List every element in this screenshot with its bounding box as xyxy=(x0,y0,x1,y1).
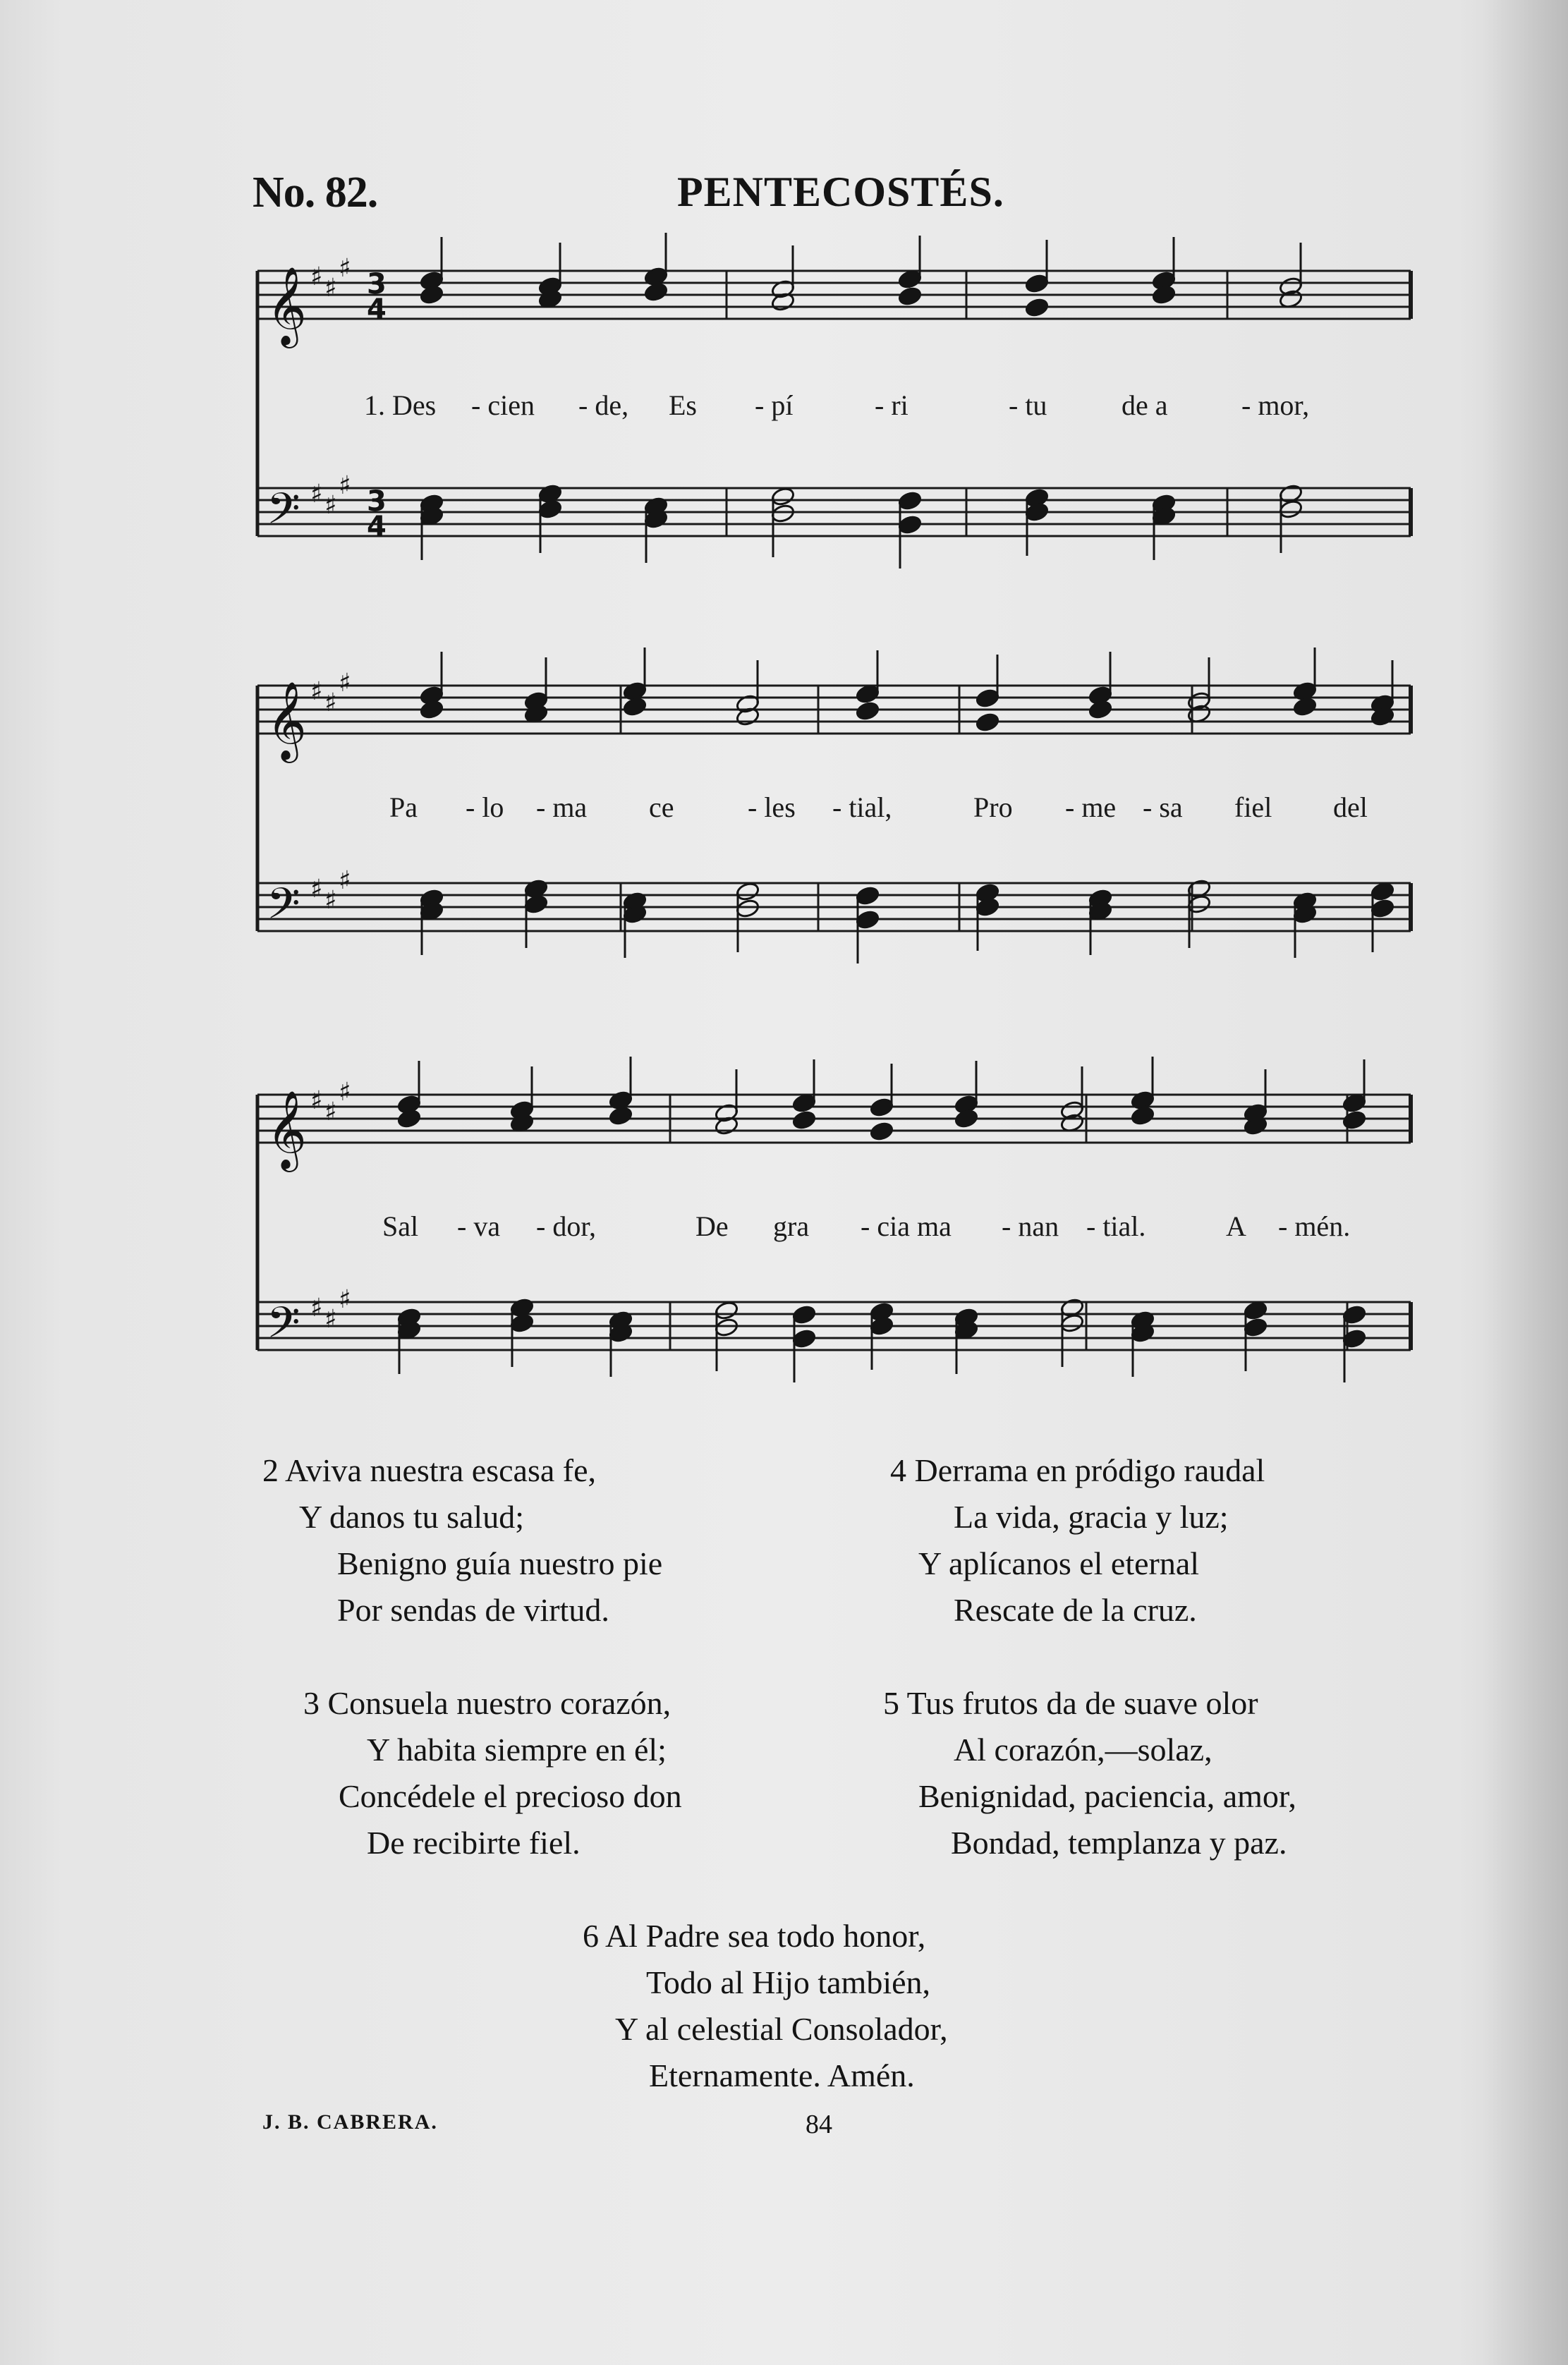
verse-2-line-1: 2 Aviva nuestra escasa fe, xyxy=(262,1452,597,1488)
lyric-syllable: - me xyxy=(1065,791,1117,823)
sharp-icon: ♯ xyxy=(339,254,351,283)
time-signature-top: 3 xyxy=(367,485,387,518)
note-head xyxy=(1186,894,1211,914)
sharp-icon: ♯ xyxy=(310,875,323,904)
note-head xyxy=(643,281,668,302)
note-head xyxy=(1024,297,1049,317)
note-head xyxy=(735,898,760,918)
sharp-icon: ♯ xyxy=(310,677,323,706)
lyric-syllable: - tu xyxy=(1009,389,1047,421)
lyric-syllable: Sal xyxy=(382,1210,419,1242)
lyric-syllable: - nan xyxy=(1002,1210,1059,1242)
lyric-syllable: ma xyxy=(917,1210,952,1242)
sharp-icon: ♯ xyxy=(324,886,337,915)
verse-5-line-2: Al corazón,—solaz, xyxy=(954,1732,1213,1768)
verse-3-line-4: De recibirte fiel. xyxy=(367,1825,581,1861)
note-head xyxy=(855,683,880,704)
verse-3-line-2: Y habita siempre en él; xyxy=(367,1732,667,1768)
sharp-icon: ♯ xyxy=(324,491,337,520)
verse-4-line-4: Rescate de la cruz. xyxy=(954,1592,1197,1628)
sharp-icon: ♯ xyxy=(324,1098,337,1126)
verse-5-line-4: Bondad, templanza y paz. xyxy=(951,1825,1287,1861)
note-head xyxy=(1243,1300,1268,1320)
note-head xyxy=(537,499,562,519)
sharp-icon: ♯ xyxy=(310,480,323,509)
treble-clef-icon: 𝄞 xyxy=(267,1090,307,1169)
note-head xyxy=(1243,1317,1268,1337)
note-head xyxy=(791,1109,816,1130)
note-head xyxy=(1278,499,1303,519)
sharp-icon: ♯ xyxy=(324,1305,337,1334)
sharp-icon: ♯ xyxy=(310,1086,323,1115)
time-signature-bottom: 4 xyxy=(367,293,387,326)
sharp-icon: ♯ xyxy=(339,669,351,698)
sharp-icon: ♯ xyxy=(324,688,337,717)
composer-credit: J. B. CABRERA. xyxy=(262,2110,438,2134)
verse-4-line-2: La vida, gracia y luz; xyxy=(954,1499,1229,1535)
lyric-syllable: - va xyxy=(457,1210,501,1242)
lyric-syllable: del xyxy=(1333,791,1368,823)
verse-5-line-1: 5 Tus frutos da de suave olor xyxy=(883,1685,1258,1721)
lyric-syllable: - ma xyxy=(536,791,588,823)
bass-clef-icon: 𝄢 xyxy=(267,484,300,545)
verse-3 xyxy=(303,1680,682,1866)
note-head xyxy=(855,700,880,721)
note-head xyxy=(897,286,922,306)
lyric-syllable: - sa xyxy=(1143,791,1183,823)
note-head xyxy=(975,712,999,732)
lyric-syllable: - de, xyxy=(578,389,629,421)
lyric-syllable: - dor, xyxy=(536,1210,597,1242)
note-head xyxy=(523,894,548,914)
lyric-syllable: 1. Des xyxy=(364,389,437,421)
note-head xyxy=(1342,1093,1366,1113)
lyric-syllable: A xyxy=(1226,1210,1246,1242)
treble-clef-icon: 𝄞 xyxy=(267,266,307,345)
time-signature-top: 3 xyxy=(367,268,387,300)
treble-clef-icon: 𝄞 xyxy=(267,681,307,760)
verse-2-line-3: Benigno guía nuestro pie xyxy=(337,1545,663,1581)
lyric-syllable: - cia xyxy=(861,1210,910,1242)
page-number: 84 xyxy=(806,2110,832,2139)
note-head xyxy=(1370,881,1394,901)
note-head xyxy=(770,503,795,523)
lyric-syllable: - pí xyxy=(755,389,794,421)
note-head xyxy=(869,1097,894,1117)
note-head xyxy=(1342,1328,1366,1349)
note-head xyxy=(1059,1313,1084,1333)
lyric-syllable: gra xyxy=(773,1210,810,1242)
verse-6-line-4: Eternamente. Amén. xyxy=(649,2057,915,2093)
lyric-syllable: Es xyxy=(669,389,697,421)
verse-2-line-4: Por sendas de virtud. xyxy=(337,1592,609,1628)
lyric-syllable: De xyxy=(695,1210,729,1242)
note-head xyxy=(714,1300,739,1320)
lyric-syllable: - cien xyxy=(471,389,535,421)
note-head xyxy=(735,881,760,901)
sharp-icon: ♯ xyxy=(339,866,351,895)
lyric-syllable: - mén. xyxy=(1278,1210,1351,1242)
note-head xyxy=(1292,696,1317,717)
note-head xyxy=(855,885,880,906)
hymn-title: PENTECOSTÉS. xyxy=(677,169,1004,215)
note-head xyxy=(1342,1304,1366,1325)
verse-6-line-3: Y al celestial Consolador, xyxy=(615,2011,948,2047)
note-head xyxy=(791,1304,816,1325)
note-head xyxy=(791,1328,816,1349)
sharp-icon: ♯ xyxy=(310,1294,323,1323)
note-head xyxy=(1342,1109,1366,1130)
note-head xyxy=(1130,1105,1155,1126)
verse-4-line-1: 4 Derrama en pródigo raudal xyxy=(890,1452,1265,1488)
note-head xyxy=(509,1313,534,1333)
note-head xyxy=(869,1121,894,1141)
lyric-syllable: - tial, xyxy=(832,791,892,823)
bass-clef-icon: 𝄢 xyxy=(267,879,300,940)
note-head xyxy=(897,490,922,511)
note-head xyxy=(897,269,922,289)
note-head xyxy=(1370,898,1394,918)
verse-6-line-1: 6 Al Padre sea todo honor, xyxy=(583,1918,926,1954)
lyric-syllable: - tial. xyxy=(1086,1210,1146,1242)
note-head xyxy=(975,688,999,708)
verse-2-line-2: Y danos tu salud; xyxy=(299,1499,524,1535)
verse-4 xyxy=(890,1447,1265,1634)
note-head xyxy=(855,909,880,930)
note-head xyxy=(1024,273,1049,293)
verse-6 xyxy=(583,1913,948,2099)
lyric-syllable: de a xyxy=(1122,389,1168,421)
sharp-icon: ♯ xyxy=(339,471,351,500)
verse-3-line-1: 3 Consuela nuestro corazón, xyxy=(303,1685,671,1721)
verse-5 xyxy=(883,1680,1296,1866)
sharp-icon: ♯ xyxy=(339,1078,351,1107)
lyric-syllable: ce xyxy=(649,791,674,823)
verse-4-line-3: Y aplícanos el eternal xyxy=(918,1545,1200,1581)
lyric-syllable: - mor, xyxy=(1241,389,1310,421)
verse-2 xyxy=(262,1447,662,1634)
verse-6-line-2: Todo al Hijo también, xyxy=(646,1964,931,2000)
sharp-icon: ♯ xyxy=(339,1285,351,1314)
time-signature-bottom: 4 xyxy=(367,511,387,543)
note-head xyxy=(770,486,795,506)
lyric-syllable: - les xyxy=(748,791,796,823)
note-head xyxy=(608,1105,633,1126)
verse-3-line-3: Concédele el precioso don xyxy=(339,1778,682,1814)
sharp-icon: ♯ xyxy=(310,262,323,291)
note-head xyxy=(714,1317,739,1337)
note-head xyxy=(897,514,922,535)
note-head xyxy=(622,696,647,717)
sharp-icon: ♯ xyxy=(324,274,337,303)
hymn-number: No. 82. xyxy=(253,169,378,217)
lyric-syllable: - lo xyxy=(466,791,504,823)
bass-clef-icon: 𝄢 xyxy=(267,1298,300,1358)
lyric-syllable: fiel xyxy=(1234,791,1272,823)
lyric-syllable: Pa xyxy=(389,791,418,823)
lyric-syllable: Pro xyxy=(973,791,1013,823)
note-head xyxy=(791,1093,816,1113)
lyric-syllable: - ri xyxy=(875,389,908,421)
verse-5-line-3: Benignidad, paciencia, amor, xyxy=(918,1778,1296,1814)
